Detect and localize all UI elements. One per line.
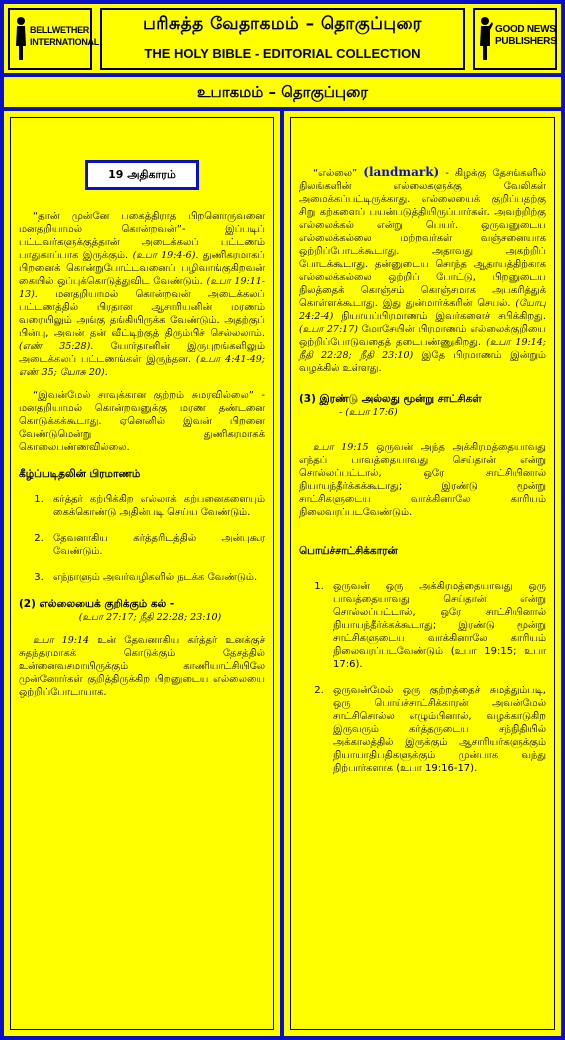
chapter-heading: 19 அதிகாரம் — [85, 160, 199, 190]
scripture-reference: (உபா 4:41-49; எண் 35; யோசு 20). — [19, 354, 265, 378]
right-column — [284, 111, 561, 1036]
scripture-reference: உபா 19:15 — [313, 442, 369, 453]
scripture-reference: (எண் 35:28). — [19, 341, 94, 352]
left-column — [4, 111, 280, 1036]
list-item: 1. ஒருவன் ஒரு அக்கிரமத்தையாவது ஒரு பாவத்தையாவது செய்தான் என்று சொல்லப்பட்டால், ஒரே சாட்சியினால் நியாயந்தீர்க்கக்கூடாது; இரண்டு மூன்று சாட்சிகளுடைய வாக்கினாலே காரியம் நிலைவரப்படவேண்டும் (உபா 19:15; உபா 17:6). — [327, 580, 546, 671]
scripture-reference: (உபா 19:4-6). — [132, 250, 199, 261]
subheading-landmark: (2) எல்லையைக் குறிக்கும் கல் - (உபா 27:17; நீதி 22:28; 23:10) — [19, 598, 265, 624]
page-title-english: THE HOLY BIBLE - EDITORIAL COLLECTION — [144, 46, 421, 61]
scripture-reference: (உபா 19:14; நீதி 22:28; நீதி 23:10) — [299, 337, 546, 361]
paragraph: “எல்லை” (landmark) - கிழக்கு தேசங்களில் நிலங்களின் எல்லைகளுக்கு வேலிகள் அமைக்கப்பட்டிருக்காது. எல்லையைக் குறிப்பதற்கு சிறு கற்களைப் பயன்படுத்தியிருப்பார்கள். அவற்றிற்கு எல்லைக்கல் என்று பெயர். ஒருவனுடைய எல்லைக்கல்லை மற்றவர்கள் வஞ்சனையாக ஒற்றிப்போடக்கூடாது. அதாவது அகற்றிப் போடக்கூடாது. தன்னுடைய சொந்த ஆதாயத்திற்காக எல்லைக்கல்லை ஒற்றிப் போட்டு, பிறனுடைய நிலத்தைக் கொஞ்சம் கொஞ்சமாக அபகரித்துக் கொள்ளக்கூடாது. இது துன்மார்க்கரின் செயல். (யோபு 24:2-4) நியாயப்பிரமாணம் இவர்களைச் சபிக்கிறது. (உபா 27:17) மோசேயின் பிரமாணம் எல்லைக்குறியை ஒற்றிப்போடுவதைத் தடைபண்ணுகிறது. (உபா 19:14; நீதி 22:28; நீதி 23:10) இதே பிரமாணம் இன்றும் வழக்கில் உள்ளது. — [299, 165, 546, 374]
scripture-reference: (உபா 27:17) — [299, 324, 358, 335]
right-column-content — [290, 117, 555, 1030]
scripture-reference: (உபா 27:17; நீதி 22:28; 23:10) — [78, 612, 222, 623]
paragraph: “தான் முன்னே பகைத்திராத பிறனொருவனை மனதறியாமல் கொன்றவன்”- இப்படிப் பட்டவர்களுக்குத்தான் அடைக்கலப் பட்டணம் பாதுகாப்பாக இருக்கும். (உபா 19:4-6). துணிகரமாகப் பிறனைக் கொன்றுபோட்டவனைப் பழிவாங்குகிறவன் கையில் ஒப்புக்கொடுத்துவிட வேண்டும். (உபா 19:11-13). மனதறியாமல் கொன்றவன் அடைக்கலப் பட்டணத்தில் பிரதான ஆசாரியனின் மரணம் வரையிலும் அங்கு தங்கியிருக்க வேண்டும். அதற்குப் பின்பு, அவன் தன் வீட்டிற்குத் திரும்பிச் செல்லலாம். (எண் 35:28). யோர்தானின் இருபுறங்களிலும் அடைக்கலப் பட்டணங்கள் இருந்தன. (உபா 4:41-49; எண் 35; யோசு 20). — [19, 211, 265, 378]
scripture-reference: உபா 19:14 — [33, 635, 90, 646]
subheading-false-witness: பொய்ச்சாட்சிக்காரன் — [299, 545, 398, 557]
subheading-witnesses: (3) இரண்டு அல்லது மூன்று சாட்சிகள் - (உபா 17:6) — [299, 393, 546, 419]
list-item: 3. எந்நாளும் அவர்வழிகளில் நடக்க வேண்டும். — [47, 571, 265, 584]
section-title: உபாகமம் – தொகுப்புரை — [4, 77, 561, 111]
list-item: 2. தேவனாகிய கர்த்தரிடத்தில் அன்புகூர வேண்டும். — [47, 532, 265, 558]
page-title-tamil: பரிசுத்த வேதாகமம் – தொகுப்புரை — [143, 14, 422, 34]
english-term: (landmark) — [363, 165, 440, 179]
paragraph: உபா 19:15 ஒருவன் அந்த அக்கிரமத்தையாவது எந்தப் பாவத்தையாவது செய்தான் என்று சொல்லப்பட்டால், ஒரே சாட்சியினால் நியாயந்தீர்க்கக்கூடாது; இரண்டு மூன்று சாட்சிகளுடைய வாக்கினாலே காரியம் நிலைவரப்படவேண்டும். — [299, 442, 546, 518]
header — [4, 4, 561, 77]
good-news-logo-text: GOOD NEWS PUBLISHERS — [495, 24, 557, 47]
paragraph: உபா 19:14 உன் தேவனாகிய கர்த்தர் உனக்குச் சுதந்தரமாகக் கொடுக்கும் தேசத்தில் உன்னைவசமாயிருக்கும் காணியாட்சியிலே முன்னோர்கள் குறித்திருக்கிற பிறனுடைய எல்லையை ஒற்றிப்போடாயாக. — [19, 635, 265, 698]
obedience-list — [47, 493, 265, 584]
bellwether-figure-icon — [14, 16, 28, 62]
list-item: 1. கர்த்தர் கற்பிக்கிற எல்லாக் கற்பனைகளையும் கைக்கொண்டு அதின்படி செய்ய வேண்டும். — [47, 493, 265, 519]
bellwether-logo-text: BELLWETHER INTERNATIONAL — [30, 25, 99, 47]
bellwether-logo — [8, 8, 99, 70]
subheading-obedience: கீழ்ப்படிதலின் பிரமாணம் — [19, 468, 141, 480]
scripture-reference: (உபா 19:11-13). — [19, 276, 265, 300]
scripture-reference: - (உபா 17:6) — [339, 407, 398, 418]
scripture-reference: (யோபு 24:2-4) — [299, 298, 546, 322]
list-item: 2. ஒருவன்மேல் ஒரு குற்றத்தைச் சுமத்தும்படி, ஒரு பொய்ச்சாட்சிக்காரன் அவன்மேல் சாட்சிசொல்ல எழும்பினால், வழக்காடுகிற இருவரும் கர்த்தருடைய சந்நிதியில் அக்காலத்தில் இருக்கும் ஆசாரியர்களுக்கும் நியாயாதிபதிகளுக்கும் முன்பாக வந்து நிற்பார்களாக (உபா 19:16-17). — [327, 684, 546, 775]
good-news-logo — [473, 8, 557, 70]
paragraph: “இவன்மேல் சாவுக்கான குற்றம் சுமரவில்லை” - மனதறியாமல் கொன்றவனுக்கு மரண தண்டனை கொடுக்கக்கூடாது. ஏனெனில் இவன் பிறனை வேண்டுமென்று துணிகரமாகக் கொலைபண்ணவில்லை. — [19, 390, 265, 453]
title-box — [100, 8, 465, 70]
left-column-content — [10, 117, 274, 1030]
false-witness-list — [327, 580, 546, 775]
herald-figure-icon — [479, 16, 493, 62]
